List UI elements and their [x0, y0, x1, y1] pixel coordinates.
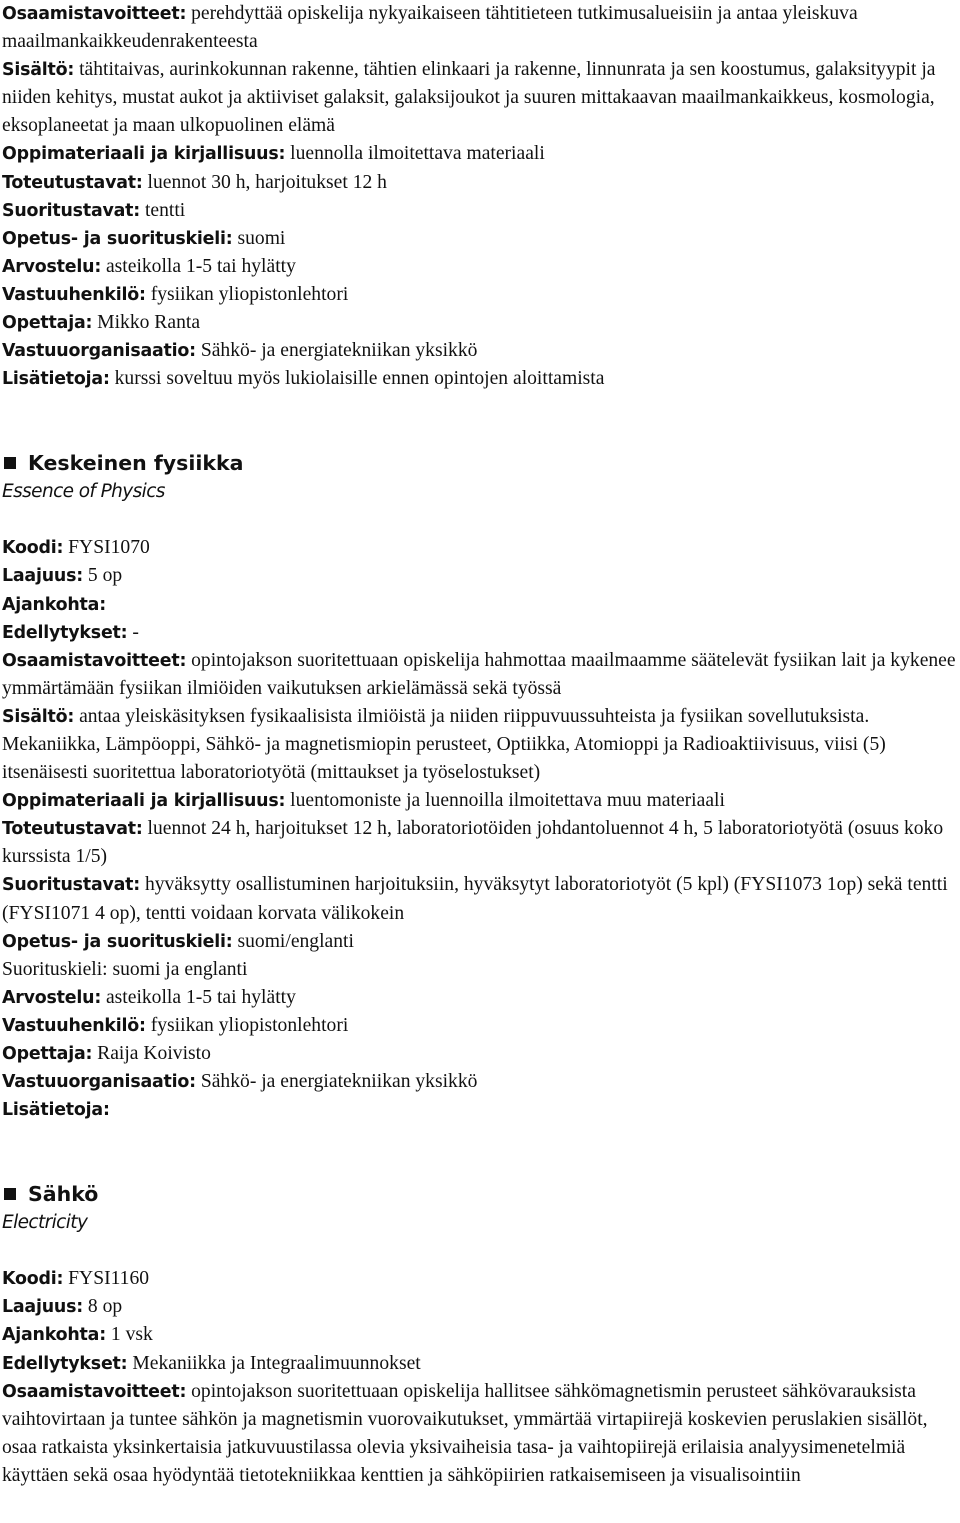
field-label: Opettaja: [2, 313, 93, 334]
field-value: Raija Koivisto [97, 1043, 211, 1064]
field-label: Vastuuhenkilö: [2, 284, 146, 305]
field-label: Vastuuorganisaatio: [2, 1072, 196, 1093]
square-bullet-icon [4, 457, 16, 469]
field-label: Toteutustavat: [2, 172, 143, 193]
field-label: Toteutustavat: [2, 819, 143, 840]
field-sisalto [2, 56, 958, 140]
field-sisalto [2, 703, 958, 787]
course-block-keskeinen-fysiikka [2, 448, 958, 1124]
course-heading [2, 1179, 958, 1209]
field-suoritustavat [2, 197, 958, 225]
field-value: Mikko Ranta [97, 312, 201, 334]
field-opettaja [2, 309, 958, 337]
field-value: FYSI1160 [68, 1268, 150, 1290]
field-label: Sisältö: [2, 60, 75, 81]
field-value: suomi/englanti [237, 930, 354, 952]
field-value: fysiikan yliopistonlehtori [150, 1014, 349, 1036]
field-value: luennolla ilmoitettava materiaali [290, 143, 545, 165]
field-label: Laajuus: [2, 1297, 83, 1318]
field-label: Sisältö: [2, 706, 75, 727]
field-label: Osaamistavoitteet: [2, 4, 187, 24]
field-label: Laajuus: [2, 566, 83, 587]
field-laajuus [2, 562, 958, 590]
field-label: Koodi: [2, 538, 64, 559]
field-toteutustavat [2, 815, 958, 871]
field-osaamistavoitteet [2, 647, 958, 703]
field-label: Ajankohta: [2, 1325, 106, 1346]
field-label: Vastuuhenkilö: [2, 1015, 146, 1036]
field-value: perehdyttää opiskelija nykyaikaiseen tähtitieteen tutkimusalueisiin ja antaa yleiskuva maailmankaikkeudenrakenteesta [2, 3, 858, 53]
field-koodi [2, 534, 958, 562]
field-label: Edellytykset: [2, 1353, 128, 1374]
field-value: 5 op [87, 565, 123, 587]
field-vastuuhenkilo [2, 281, 958, 309]
field-label: Arvostelu: [2, 987, 102, 1008]
square-bullet-icon [4, 1188, 16, 1200]
field-value: 8 op [87, 1296, 123, 1318]
course-heading [2, 448, 958, 478]
field-vastuuorganisaatio [2, 337, 958, 365]
course-title: Sähkö [28, 1182, 99, 1207]
field-value: - [132, 621, 139, 643]
field-lisatietoja [2, 1096, 958, 1124]
field-label: Osaamistavoitteet: [2, 650, 187, 671]
field-value: opintojakson suoritettuaan opiskelija hahmottaa maailmaamme säätelevät fysiikan lait ja kykenee ymmärtämään fysiikan ilmiöiden vaikutuksen arkielämässä sekä työssä [2, 649, 956, 699]
field-value: luennot 30 h, harjoitukset 12 h [147, 171, 387, 193]
field-value: luennot 24 h, harjoitukset 12 h, laboratoriotöiden johdantoluennot 4 h, 5 laboratoriotyötä (osuus koko kurssista 1/5) [2, 818, 944, 868]
field-opetuskieli [2, 928, 958, 956]
field-label: Oppimateriaali ja kirjallisuus: [2, 144, 286, 165]
field-value: Sähkö- ja energiatekniikan yksikkö [200, 1071, 478, 1093]
course-block-sahko [2, 1179, 958, 1490]
field-toteutustavat [2, 169, 958, 197]
field-label: Ajankohta: [2, 594, 106, 615]
field-arvostelu [2, 253, 958, 281]
field-value: fysiikan yliopistonlehtori [150, 283, 349, 305]
field-value: suomi [237, 227, 286, 249]
field-arvostelu [2, 984, 958, 1012]
field-label: Koodi: [2, 1269, 64, 1290]
field-label: Vastuuorganisaatio: [2, 341, 196, 362]
field-label: Opetus- ja suorituskieli: [2, 931, 233, 952]
field-label: Oppimateriaali ja kirjallisuus: [2, 791, 286, 812]
field-edellytykset [2, 1350, 958, 1378]
field-osaamistavoitteet [2, 0, 958, 56]
field-label: Edellytykset: [2, 622, 128, 643]
field-value: luentomoniste ja luennoilla ilmoitettava muu materiaali [290, 790, 725, 812]
course-block-astronomy [2, 0, 958, 393]
field-value: tentti [144, 199, 186, 221]
field-value: antaa yleiskäsityksen fysikaalisista ilmiöistä ja niiden riippuvuussuhteista ja fysiikan sovellutuksista. Mekaniikka, Lämpöoppi, Sähkö- ja magnetismiopin perusteet, Optiikka, Atomioppi ja Radioaktiivisuus, viisi (5) itsenäisesti suoritettua laboratoriotyötä (mittaukset ja työselostukset) [2, 705, 886, 784]
field-label: Osaamistavoitteet: [2, 1381, 187, 1402]
field-value: kurssi soveltuu myös lukiolaisille ennen opintojen aloittamista [114, 368, 605, 390]
field-value: asteikolla 1-5 tai hylätty [105, 986, 296, 1008]
document-page [2, 0, 958, 1490]
field-suoritustavat [2, 871, 958, 927]
field-lisatietoja [2, 365, 958, 393]
field-value: Sähkö- ja energiatekniikan yksikkö [200, 340, 478, 362]
field-ajankohta [2, 1321, 958, 1349]
field-label: Lisätietoja: [2, 1100, 110, 1121]
field-label: Opetus- ja suorituskieli: [2, 228, 233, 249]
field-value: opintojakson suoritettuaan opiskelija hallitsee sähkömagnetismin perusteet sähkövarauksista vaihtovirtaan ja tuntee sähkön ja magnetismin vuorovaikutukset, ymmärtää virtapiirejä koskevien peruslakien sisällöt, osaa ratkaista yksinkertaisia jatkuvuustilassa olevia yksivaiheisia tasa- ja vaihtopiirejä erilaisia analyysimenetelmiä käyttäen sekä osaa hyödyntää tietotekniikkaa kenttien ja sähköpiirien ratkaisemiseen ja visualisointiin [2, 1380, 928, 1486]
field-osaamistavoitteet [2, 1378, 958, 1490]
field-value: FYSI1070 [68, 537, 150, 559]
field-label: Lisätietoja: [2, 369, 110, 390]
field-laajuus [2, 1293, 958, 1321]
field-vastuuhenkilo [2, 1012, 958, 1040]
field-koodi [2, 1265, 958, 1293]
field-label: Suoritustavat: [2, 200, 141, 221]
field-value: hyväksytty osallistuminen harjoituksiin, hyväksytyt laboratoriotyöt (5 kpl) (FYSI1073 1op) sekä tentti (FYSI1071 4 op), tentti voidaan korvata välikokein [2, 874, 948, 924]
field-vastuuorganisaatio [2, 1068, 958, 1096]
field-value: 1 vsk [110, 1324, 153, 1346]
field-label: Suoritustavat: [2, 875, 141, 896]
course-subtitle: Essence of Physics [2, 481, 165, 503]
field-value: Mekaniikka ja Integraalimuunnokset [132, 1352, 421, 1374]
field-value: tähtitaivas, aurinkokunnan rakenne, tähtien elinkaari ja rakenne, linnunrata ja sen koostumus, galaksityypit ja niiden kehitys, mustat aukot ja aktiiviset galaksit, galaksijoukot ja suuren mittakaavan maailmankaikkeus, kosmologia, eksoplaneetat ja maan ulkopuolinen elämä [2, 59, 936, 137]
field-oppimateriaali [2, 140, 958, 168]
field-ajankohta [2, 591, 958, 619]
course-subtitle: Electricity [2, 1212, 88, 1234]
field-opettaja [2, 1040, 958, 1068]
field-label: Opettaja: [2, 1044, 93, 1064]
field-edellytykset [2, 619, 958, 647]
field-suorituskieli-plain: Suorituskieli: suomi ja englanti [2, 958, 248, 980]
field-label: Arvostelu: [2, 256, 102, 277]
field-oppimateriaali [2, 787, 958, 815]
field-opetuskieli [2, 225, 958, 253]
field-value: asteikolla 1-5 tai hylätty [105, 255, 296, 277]
course-title: Keskeinen fysiikka [28, 451, 244, 476]
